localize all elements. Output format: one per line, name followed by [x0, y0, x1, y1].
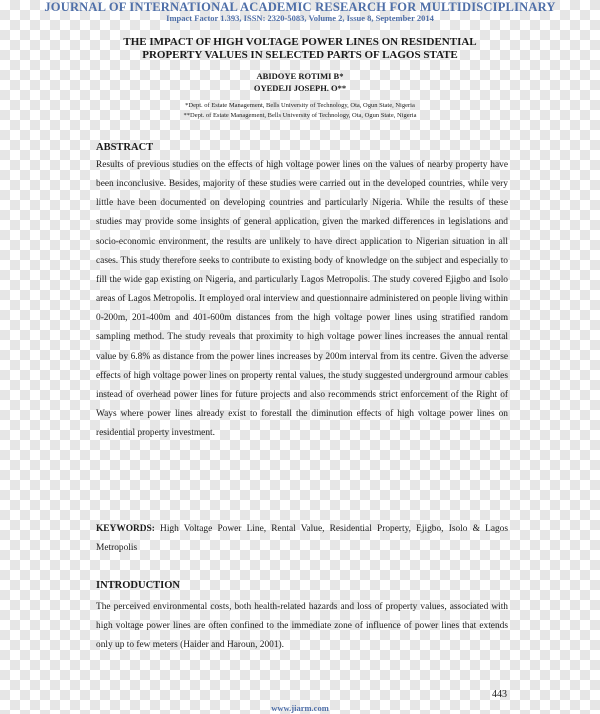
page-number: 443 [492, 689, 507, 700]
introduction-heading: INTRODUCTION [96, 580, 181, 591]
introduction-text: The perceived environmental costs, both health-related hazards and loss of property values, associated with high voltage power lines are often confined to the immediate zone of influence of power lines that extends only up to few meters (Haider and Haroun, 2001). [96, 602, 508, 651]
paper-title: THE IMPACT OF HIGH VOLTAGE POWER LINES ON RESIDENTIAL PROPERTY VALUES IN SELECTED PARTS OF LAGOS STATE [123, 36, 477, 61]
keywords-block [96, 520, 508, 558]
keywords-label: KEYWORDS: [96, 524, 155, 534]
affiliation-1: *Dept. of Estate Management, Bells University of Technology, Ota, Ogun State, Nigeria [185, 102, 415, 109]
footer-url-link[interactable]: www.jiarm.com [271, 703, 329, 713]
keywords-text: High Voltage Power Line, Rental Value, Residential Property, Ejigbo, Isolo & Lagos Metropolis [96, 524, 509, 553]
abstract-heading: ABSTRACT [96, 142, 154, 153]
journal-impact-line: Impact Factor 1.393, ISSN: 2320-5083, Volume 2, Issue 8, September 2014 [166, 13, 434, 23]
journal-title: JOURNAL OF INTERNATIONAL ACADEMIC RESEARCH FOR MULTIDISCIPLINARY [44, 0, 556, 14]
author-1: ABIDOYE ROTIMI B* [256, 71, 344, 81]
author-2: OYEDEJI JOSEPH. O** [253, 83, 347, 93]
affiliation-2: **Dept. of Estate Management, Bells University of Technology, Ota, Ogun State, Nigeria [183, 112, 417, 119]
abstract-text: Results of previous studies on the effects of high voltage power lines on the values of nearby property have been inconclusive. Besides, majority of these studies were carried out in the developed countries, while very little have been documented on developing countries and particularly Nigeria. While the results of these studies may provide some insights of general application, given the marked differences in legislations and socio-economic environment, the results are unlikely to have direct application to Nigerian situation in all cases. This study therefore seeks to contribute to existing body of knowledge on the subject and especially to fill the wide gap existing on Nigeria, and particularly Lagos Metropolis. The study covered Ejigbo and Isolo areas of Lagos Metropolis. It employed oral interview and questionnaire administered on people living within 0-200m, 201-400m and 401-600m distances from the high voltage power lines using stratified random sampling method. The study reveals that proximity to high voltage power lines increases the annual rental value by 6.8% as distance from the power lines increases by 200m interval from its centre. Given the adverse effects of high voltage power lines on property rental values, the study suggested underground armour cables instead of overhead power lines for future projects and also recommends strict enforcement of the Right of Ways where power lines already exist to forestall the diminution effects of high voltage power lines on residential property investment. [96, 160, 508, 439]
